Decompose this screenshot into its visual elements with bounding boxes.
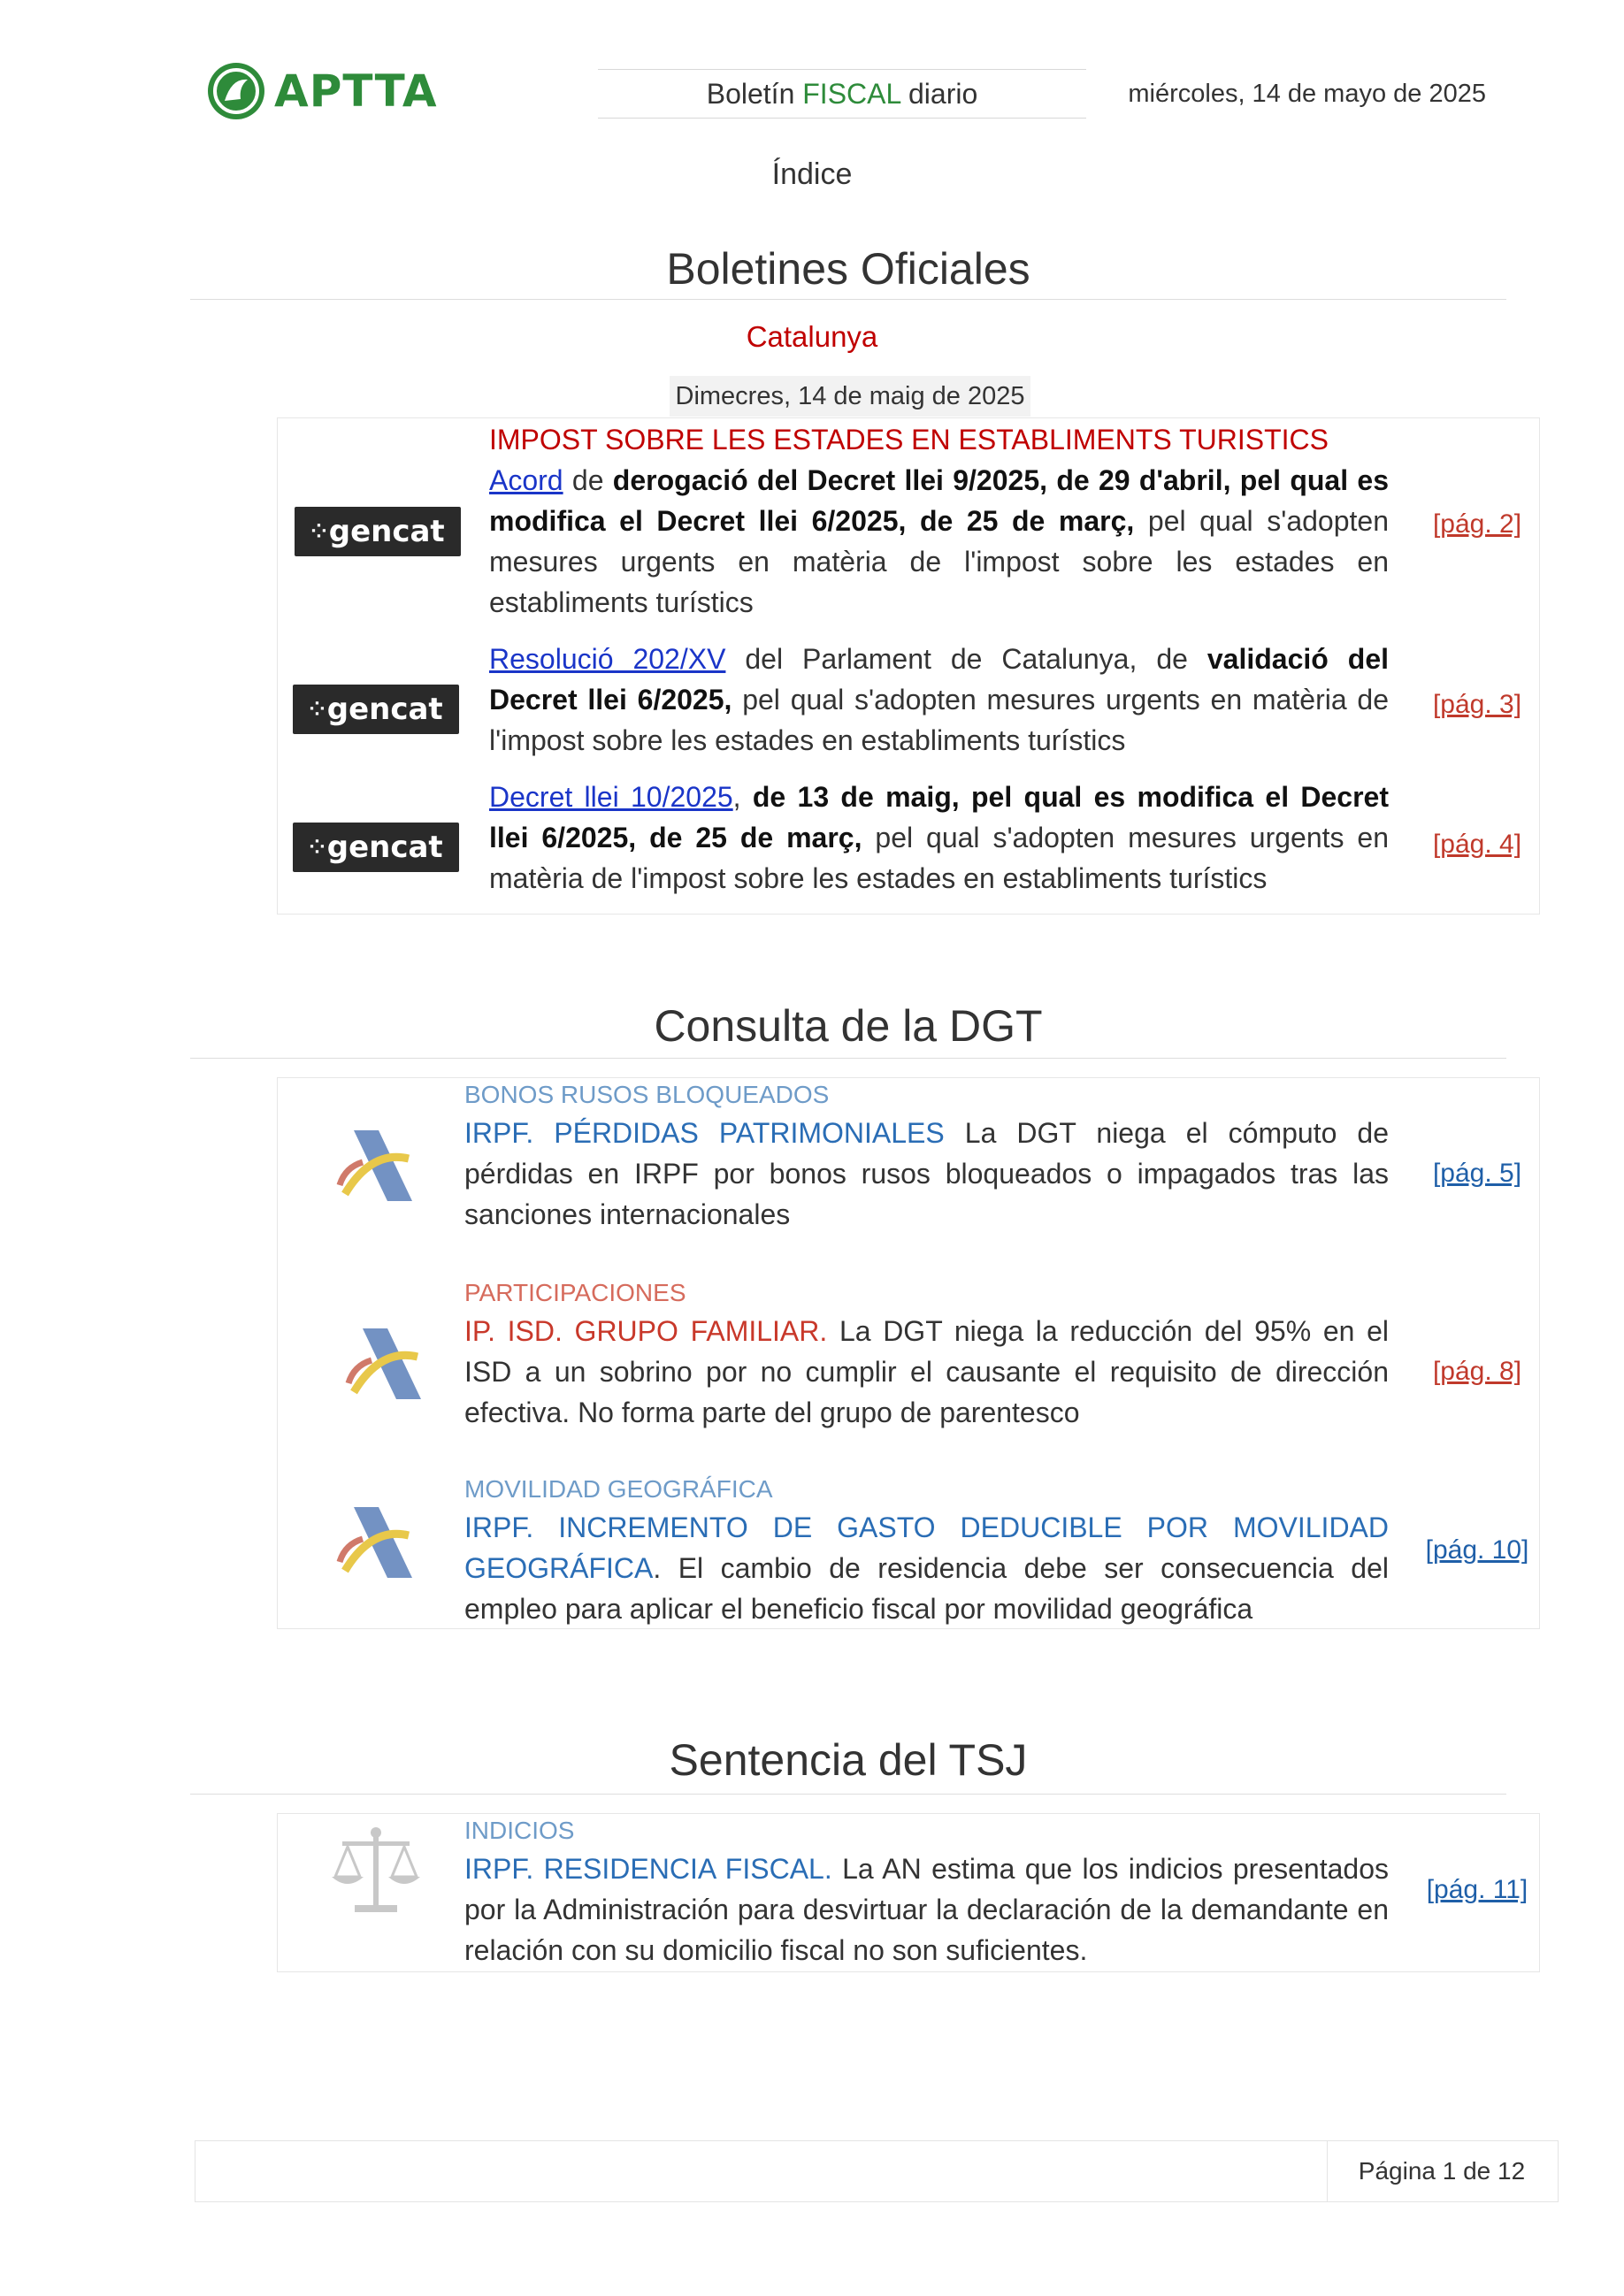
- entry-text-2: Resolució 202/XV del Parlament de Catalunya, de validació del Decret llei 6/2025, pel qual s'adopten mesures urgents en matèria de l'impost sobre les estades en establiments turístics: [489, 643, 1390, 756]
- entry-lead: IRPF. PÉRDIDAS PATRIMONIALES: [464, 1117, 945, 1149]
- entry-link-decret[interactable]: Decret llei 10/2025: [489, 781, 733, 813]
- section-divider: [190, 299, 1506, 300]
- bulletin-date: miércoles, 14 de mayo de 2025: [1128, 80, 1486, 108]
- topic-label: MOVILIDAD GEOGRÁFICA: [464, 1475, 773, 1503]
- entry-lead: IP. ISD. GRUPO FAMILIAR.: [464, 1315, 828, 1347]
- entry-text-1: IMPOST SOBRE LES ESTADES EN ESTABLIMENTS TURISTICS Acord de derogació del Decret llei 9/2025, de 29 d'abril, pel qual es modifica el Decret llei 6/2025, de 25 de març, pel qual s'adopten mesures urgents en matèria de l'impost sobre les estades en establiments turístics: [489, 419, 1389, 623]
- section-title-tsj: Sentencia del TSJ: [669, 1735, 1028, 1785]
- page-link[interactable]: [pág. 3]: [1432, 690, 1522, 719]
- bulletin-title-highlight: FISCAL: [802, 78, 901, 110]
- day-label: Dimecres, 14 de maig de 2025: [670, 376, 1030, 417]
- page-link[interactable]: [pág. 10]: [1425, 1535, 1529, 1565]
- page-link[interactable]: [pág. 11]: [1426, 1875, 1528, 1904]
- entry-link-resolucio[interactable]: Resolució 202/XV: [489, 643, 726, 675]
- page-number: Página 1 de 12: [1358, 2157, 1526, 2185]
- page-link[interactable]: [pág. 2]: [1432, 509, 1522, 539]
- entry-link-acord[interactable]: Acord: [489, 464, 563, 496]
- entry-text-dgt-3: MOVILIDAD GEOGRÁFICA IRPF. INCREMENTO DE GASTO DEDUCIBLE POR MOVILIDAD GEOGRÁFICA. El cambio de residencia debe ser consecuencia del empleo para aplicar el beneficio fiscal por movilidad geográfica: [464, 1472, 1389, 1629]
- entry-text-dgt-1: BONOS RUSOS BLOQUEADOS IRPF. PÉRDIDAS PATRIMONIALES La DGT niega el cómputo de pérdidas en IRPF por bonos rusos bloqueados o impagados tras las sanciones internacionales: [464, 1077, 1389, 1235]
- index-title: Índice: [771, 157, 853, 191]
- page-link[interactable]: [pág. 8]: [1432, 1357, 1522, 1386]
- bulletin-title: Boletín FISCAL diario: [598, 69, 1086, 119]
- topic-label: INDICIOS: [464, 1817, 575, 1844]
- region-title: Catalunya: [746, 320, 878, 353]
- entry-text-3: Decret llei 10/2025, de 13 de maig, pel qual es modifica el Decret llei 6/2025, de 25 de març, pel qual s'adopten mesures urgents en matèria de l'impost sobre les estades en establiments turístics: [489, 781, 1390, 894]
- agencia-tributaria-icon: [292, 1500, 460, 1588]
- aptta-emblem-icon: [205, 60, 267, 122]
- gencat-logo: ⁘ gencat: [292, 681, 460, 738]
- gencat-logo: ⁘ gencat: [294, 503, 462, 560]
- entry-text-tsj-1: INDICIOS IRPF. RESIDENCIA FISCAL. La AN estima que los indicios presentados por la Administración para desvirtuar la declaración de la demandante en relación con su domicilio fiscal no son suficientes.: [464, 1813, 1389, 1971]
- brand-name: APTTA: [274, 65, 438, 117]
- entry-lead: IRPF. RESIDENCIA FISCAL.: [464, 1853, 832, 1885]
- aptta-logo: [205, 58, 453, 124]
- gencat-logo: ⁘ gencat: [292, 819, 460, 876]
- topic-label: PARTICIPACIONES: [464, 1279, 686, 1306]
- agencia-tributaria-icon: [301, 1321, 469, 1410]
- section-title-dgt: Consulta de la DGT: [654, 1001, 1043, 1051]
- section-divider: [190, 1058, 1506, 1059]
- section-divider: [190, 1794, 1506, 1795]
- topic-label: IMPOST SOBRE LES ESTADES EN ESTABLIMENTS TURISTICS: [489, 424, 1329, 455]
- agencia-tributaria-icon: [292, 1123, 460, 1212]
- section-title-boletines: Boletines Oficiales: [666, 244, 1030, 294]
- page-link[interactable]: [pág. 5]: [1432, 1159, 1522, 1188]
- scales-of-justice-icon: [292, 1822, 460, 1919]
- topic-label: BONOS RUSOS BLOQUEADOS: [464, 1081, 830, 1108]
- entry-lead: IRPF. INCREMENTO DE GASTO DEDUCIBLE POR MOVILIDAD GEOGRÁFICA: [464, 1512, 1389, 1584]
- page-link[interactable]: [pág. 4]: [1432, 830, 1522, 859]
- entry-text-dgt-2: PARTICIPACIONES IP. ISD. GRUPO FAMILIAR. La DGT niega la reducción del 95% en el ISD a un sobrino por no cumplir el causante el requisito de dirección efectiva. No forma parte del grupo de parentesco: [464, 1275, 1389, 1433]
